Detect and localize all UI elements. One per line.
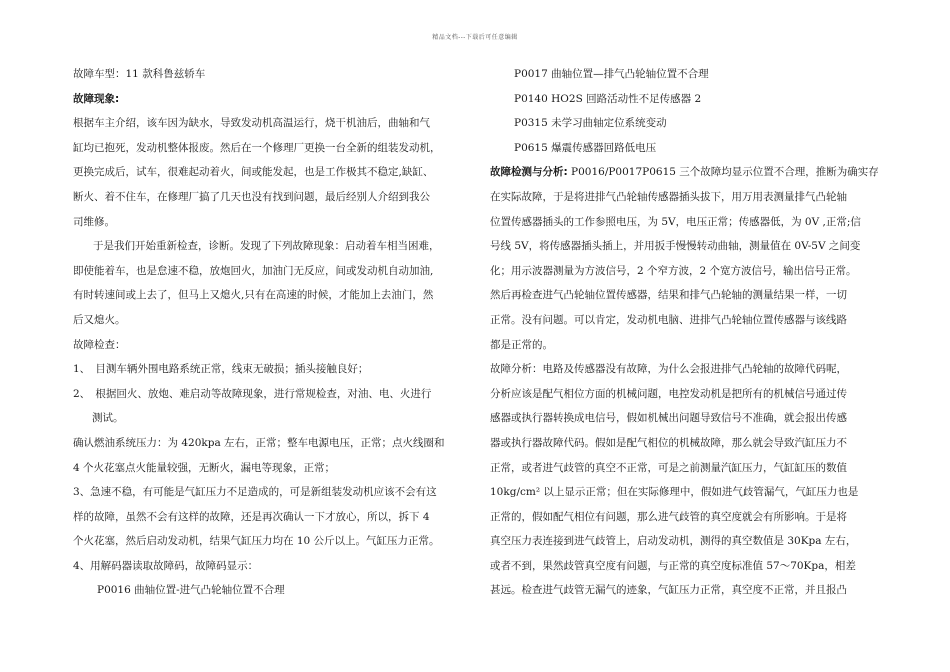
check-heading: 故障检查： — [73, 338, 126, 351]
fault-analysis-line: 故障分析：电路及传感器没有故障，为什么会报进排气凸轮轴的故障代码呢， — [490, 363, 847, 376]
analysis-line: 正常。没有问题。可以肯定，发动机电脑、进排气凸轮轴位置传感器与该线路 — [490, 313, 847, 326]
analysis-first-text: P0016/P0017P0615 三个故障均显示位置不合理，推断为确实存 — [567, 166, 879, 179]
fault-analysis-line: 10kg/cm² 以上显示正常；但在实际修理中，假如进气歧管漏气，气缸压力也是 — [490, 486, 859, 499]
fault-code: P0315 未学习曲轴定位系统变动 — [514, 117, 667, 130]
diagnosis-line: 于是我们开始重新检查，诊断。发现了下列故障现象：启动着车相当困难， — [93, 240, 440, 253]
fault-analysis-line: 正常的，假如配气相位有问题，那么进气歧管的真空度就会有所影响。于是将 — [490, 510, 847, 523]
symptom-line: 司维修。 — [73, 215, 115, 228]
analysis-line: 都是正常的。 — [490, 338, 553, 351]
check-item-1: 1、 目测车辆外围电路系统正常，线束无破损；插头接触良好； — [73, 363, 369, 376]
analysis-heading: 故障检测与分析: — [490, 166, 568, 179]
analysis-first-line — [490, 160, 880, 185]
fault-analysis-line: 正常，或者进气歧管的真空不正常，可是之前测量汽缸压力，气缸缸压的数值 — [490, 461, 847, 474]
analysis-line: 然后再检查进气凸轮轴位置传感器，结果和排气凸轮轴的测量结果一样，一切 — [490, 289, 847, 302]
symptom-line: 更换完成后，试车，很难起动着火，间或能发起，也是工作极其不稳定,缺缸、 — [73, 166, 434, 179]
check-item-4: 4、用解码器读取故障码，故障码显示： — [73, 559, 259, 572]
analysis-line: 号线 5V，将传感器插头插上，并用扳手慢慢转动曲轴，测量值在 0V-5V 之间变 — [490, 240, 861, 253]
check-item-3: 3、急速不稳，有可能是气缸压力不足造成的，可是新组装发动机应该不会有这 — [73, 486, 437, 499]
check-item-2: 2、 根据回火、放炮、难启动等故障现象，进行常规检查，对油、电、火进行 — [73, 387, 432, 400]
diagnosis-line: 后又熄火。 — [73, 313, 126, 326]
fault-analysis-line: 分析应该是配气相位方面的机械问题，电控发动机是把所有的机械信号通过传 — [490, 387, 847, 400]
fault-code: P0017 曲轴位置—排气凸轮轴位置不合理 — [514, 68, 709, 80]
analysis-line: 化；用示波器测量为方波信号，2 个窄方波，2 个宽方波信号，输出信号正常。 — [490, 264, 857, 277]
fault-code: P0140 HO2S 回路活动性不足传感器 2 — [514, 92, 702, 105]
check-item-2-cont: 测试。 — [92, 412, 124, 425]
check-item-3-cont: 样的故障，虽然不会有这样的故障，还是再次确认一下才放心，所以，拆下 4 — [73, 510, 430, 523]
fault-analysis-line: 器或执行器故障代码。假如是配气相位的机械故障，那么就会导致汽缸压力不 — [490, 436, 847, 449]
fuel-check-line: 4 个火花塞点火能量较强，无断火，漏电等现象，正常； — [73, 461, 336, 474]
left-column — [73, 62, 463, 603]
right-column — [490, 62, 880, 603]
diagnosis-line: 即使能着车，也是怠速不稳，放炮回火，加油门无反应，间或发动机自动加油, — [73, 264, 434, 277]
fuel-check-line: 确认燃油系统压力：为 420kpa 左右，正常；整车电源电压，正常；点火线圈和 — [73, 436, 445, 449]
diagnosis-line: 有时转速间或上去了，但马上又熄火,只有在高速的时候，才能加上去油门，然 — [73, 289, 434, 302]
symptom-heading: 故障现象: — [73, 92, 120, 105]
symptom-line: 断火、着不住车，在修理厂搞了几天也没有找到问题，最后经别人介绍到我公 — [73, 190, 430, 203]
fault-code: P0615 爆震传感器回路低电压 — [514, 141, 657, 154]
fault-analysis-line: 感器或执行器转换成电信号，假如机械出问题导致信号不准确，就会报出传感 — [490, 412, 847, 425]
analysis-line: 在实际故障，于是将进排气凸轮轴传感器插头拔下，用万用表测量排气凸轮轴 — [490, 190, 847, 203]
analysis-line: 位置传感器插头的工作参照电压，为 5V，电压正常；传感器低，为 0V ,正常;信 — [490, 215, 861, 228]
check-item-3-cont: 个火花塞，然后启动发动机，结果气缸压力均在 10 公斤以上。气缸压力正常。 — [73, 535, 440, 548]
fault-analysis-line: 或者不到，果然歧管真空度有问题，与正常的真空度标准值 57～70Kpa，相差 — [490, 559, 856, 572]
fault-code: P0016 曲轴位置-进气凸轮轴位置不合理 — [97, 584, 285, 597]
fault-analysis-line: 甚远。检查进气歧管无漏气的迹象，气缸压力正常，真空度不正常，并且报凸 — [490, 584, 847, 597]
symptom-line: 根据车主介绍，该车因为缺水，导致发动机高温运行，烧干机油后，曲轴和气 — [73, 117, 430, 130]
car-model: 故障车型：11 款科鲁兹轿车 — [73, 68, 206, 80]
symptom-line: 缸均已抱死，发动机整体报废。然后在一个修理厂更换一台全新的组装发动机， — [73, 141, 441, 154]
page-header: 精品文档---下载后可任意编辑 — [432, 34, 518, 41]
fault-analysis-line: 真空压力表连接到进气歧管上，启动发动机，测得的真空数值是 30Kpa 左右， — [490, 535, 857, 548]
